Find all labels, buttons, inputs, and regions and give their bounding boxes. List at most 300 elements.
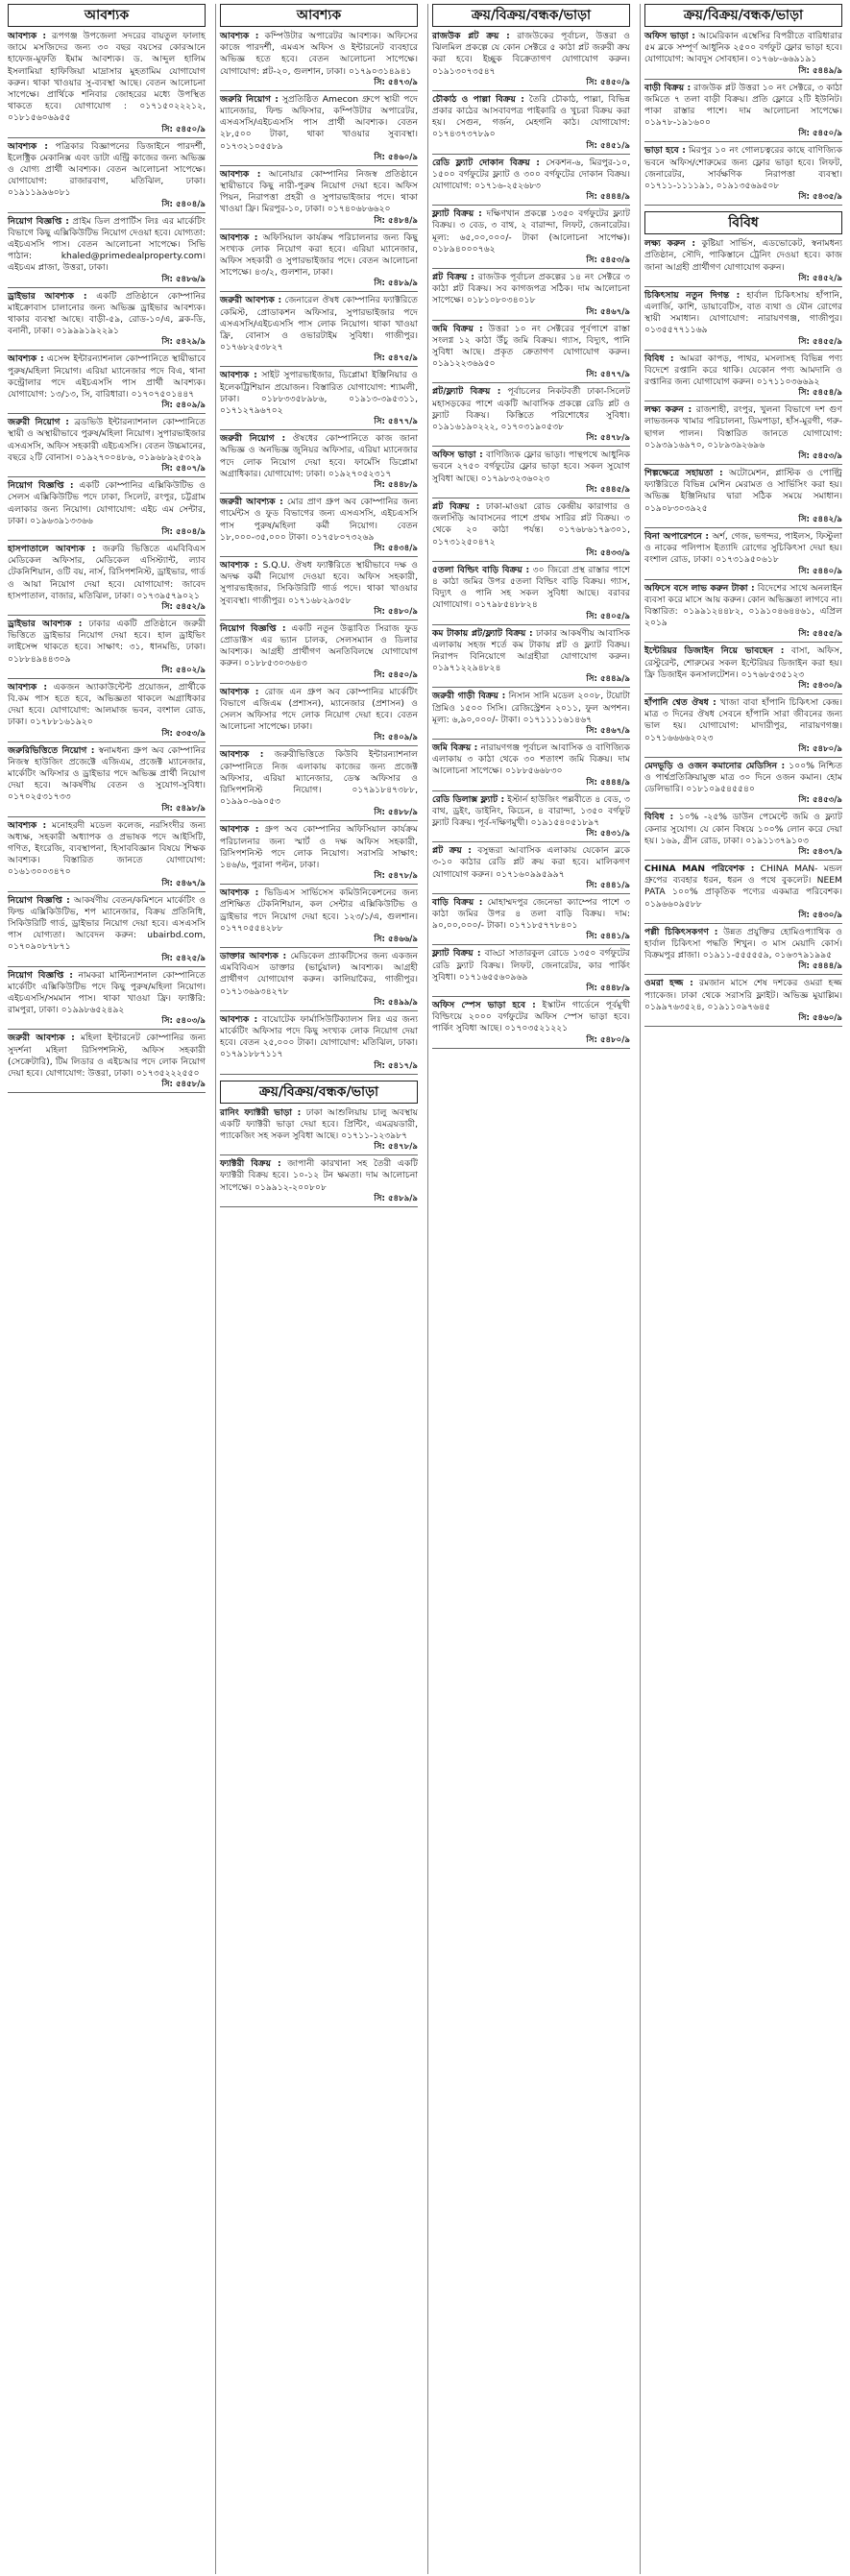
ad-title: বাড়ী বিক্রয় :: [644, 82, 692, 93]
ad-reference: সি: ৫৪৬৬/৯: [220, 935, 418, 948]
classified-ad: [644, 290, 842, 351]
ad-reference: সি: ৫৪৬০/৯: [220, 153, 418, 166]
ad-title: আবশ্যক :: [8, 31, 47, 41]
classified-ad: [432, 691, 630, 740]
ad-text: [432, 691, 630, 726]
ad-text: [8, 417, 206, 464]
classified-ad: [220, 951, 418, 1011]
ad-title: অফিস ভাড়া :: [644, 31, 695, 41]
ad-text: [644, 83, 842, 130]
ad-reference: সি: ৫৪৫০/৯: [432, 78, 630, 91]
ad-text: [8, 216, 206, 275]
ad-title: জমি বিক্রয় :: [432, 741, 478, 753]
ad-reference: সি: ৫৪৭৭/৯: [432, 370, 630, 383]
ad-title: জরুরী নিয়োগ :: [8, 417, 69, 428]
ad-body: রাজউক পূর্বাচল প্রকল্পের ১৪ নং সেক্টরে ৩ কাঠা প্লট বিক্রয়। সব কাগজপত্র সঠিক। দাম আলোচনা সাপেক্ষে। ০১৮১০৮০৩৪০১৮: [432, 272, 630, 306]
classified-ad: [8, 970, 206, 1031]
classified-ad: [644, 83, 842, 143]
ad-reference: সি: ৫৪২৫/৯: [8, 954, 206, 967]
ad-reference: সি: ৫৪০৫/৯: [432, 612, 630, 625]
ad-text: [644, 468, 842, 515]
ad-text: [220, 169, 418, 216]
ad-body: একটি নতুন উদ্ভাবিত সিরাজ ফুড প্রোডাক্টস এর ভ্যান চালক, সেলসম্যান ও ডিলার আবশ্যক। আগ্রহী প্রার্থীগণ অনতিবিলম্বে যোগাযোগ করুন। ০১৮৮৫৩০৩৬৪৩: [220, 622, 418, 669]
ad-body: বাসা, অফিস, রেস্টুরেন্ট, শোরুমের সকল ইন্টেরিয়র ডিজাইন করা হয়। ফ্রি ডিজাইন কনসালটেশন। ০১৭৬৮৫৩৫১২৩: [644, 645, 842, 680]
classified-ad: [432, 386, 630, 447]
ad-text: [220, 94, 418, 153]
ad-reference: সি: ৫৪০৪/৯: [8, 527, 206, 541]
ad-reference: সি: ৫৪৫০/৯: [644, 129, 842, 142]
ad-body: ঢাকা আশুলিয়ায় চালু অবস্থায় একটি ফ্যাক্টরী ভাড়া দেয়া হবে। প্রিন্টিং, এমব্রয়ডারী, প্যাকেজিং সহ সকল সুবিধা আছে। ০১৭১১-১২৩৯৮৭: [220, 1106, 418, 1142]
classified-ad: [644, 468, 842, 528]
ad-reference: সি: ৫৪৯৯/৯: [220, 998, 418, 1011]
classified-ad: [644, 645, 842, 694]
classified-ad: [644, 145, 842, 206]
classified-ad: [220, 370, 418, 430]
ad-reference: সি: ৫৪৫৪/৯: [644, 388, 842, 401]
section-heading: ক্রয়/বিক্রয়/বন্ধক/ভাড়া: [644, 4, 842, 27]
ad-reference: সি: ৫৪০৪/৯: [8, 200, 206, 213]
ad-title: লক্ষ্য করুন :: [644, 238, 696, 250]
classified-ad: [8, 216, 206, 288]
classified-ad: [432, 794, 630, 843]
ad-body: আনোয়ার কোম্পানির নিজস্ব প্রতিষ্ঠানে স্থায়ীভাবে কিছু নারী-পুরুষ নিয়োগ দেয়া হবে। অফিস পিয়ন, নিরাপত্তা প্রহরী ও সুপারভাইজার পদে। থাকা খাওয়া ফ্রি। মিরপুর-১০, ঢাকা। ০১৭৪০৬৮৬৬২০: [220, 168, 419, 215]
classified-ad: [432, 450, 630, 498]
classified-ad: [8, 544, 206, 616]
ad-body: নিসান সানি মডেল ২০০৮, টয়োটা প্রিমিও ১৫০০ সিসি। রেজিস্ট্রেশন ২০১১, ফুল অপশন। মূল্য: ৬,৯০,০০০/- টাকা। ০১৭১১১১৬১৪৬৭: [432, 691, 630, 725]
ad-body: রাজউকের পূর্বাচল, উত্তরা ও ঝিলমিল প্রকল্পে যে কোন সেক্টরে ৫ কাঠা প্লট জরুরী ক্রয় করা হবে। ইচ্ছুক বিক্রেতাগণ যোগাযোগ করুন। ০১৯১৩০৭৩৫৪৭: [432, 31, 630, 77]
section-heading: ক্রয়/বিক্রয়/বন্ধক/ভাড়া: [432, 4, 630, 27]
ad-title: ড্রাইভার আবশ্যক :: [8, 290, 87, 302]
classified-ad: [644, 978, 842, 1027]
ad-body: অফিসিয়াল কার্যক্রম পরিচালনার জন্য কিছু সংখ্যক লোক নিয়োগ করা হবে। এরিয়া ম্যানেজার, অফিস সহকারী ও সুপারভাইজার পদে। বেতন আলোচনা সাপেক্ষে। ৪৩/২, গুলশান, ঢাকা।: [220, 231, 418, 279]
ad-title: প্লট বিক্রয় :: [432, 272, 474, 283]
ad-body: প্রাইম ডিল প্রপার্টিস লিঃ এর মার্কেটিং বিভাগে কিছু এক্সিকিউটিভ নিয়োগ দেওয়া হবে। যোগ্যতা: এইচএসসি পাস। বেতন আলোচনা সাপেক্ষে। সিভি পাঠান: khaled@primedealproperty.com। এইচএম প্লাজা, উত্তরা, ঢাকা।: [8, 215, 206, 274]
classified-ad: [432, 845, 630, 894]
ad-reference: সি: ৫৪৫২/৯: [8, 602, 206, 616]
ad-text: [432, 794, 630, 830]
column-4: [640, 4, 846, 2574]
ad-title: আবশ্যক :: [220, 31, 259, 41]
classified-ad: [8, 682, 206, 742]
ad-title: জরুরী আবশ্যক :: [220, 295, 282, 306]
ad-title: আবশ্যক :: [220, 559, 258, 571]
ad-reference: সি: ৫৪৮৯/৯: [220, 1194, 418, 1207]
ad-reference: সি: ৫৪৫৮/৯: [8, 1080, 206, 1093]
ad-title: আবশ্যক :: [8, 819, 47, 831]
ad-reference: সি: ৫৪০৯/৯: [8, 401, 206, 414]
ad-text: [8, 895, 206, 954]
ad-title: আবশ্যক :: [220, 887, 259, 899]
ad-title: ডাক্তার আবশ্যক :: [220, 950, 287, 961]
ad-body: S.Q.U. ঔষধ ফ্যাক্টরিতে স্থায়ীভাবে দক্ষ ও অদক্ষ কর্মী নিয়োগ দেওয়া হবে। অফিস সহকারী, সুপারভাইজার, সিকিউরিটি গার্ড পদে। থাকা খাওয়ার সুব্যবস্থা। গাজীপুর। ০১৭১৬৮২৯৩৫৮: [220, 559, 419, 606]
ad-title: প্লট/ফ্ল্যাট বিক্রয় :: [432, 386, 501, 398]
ad-title: প্লট ক্রয় :: [432, 845, 472, 857]
section-heading: আবশ্যক: [8, 4, 206, 27]
ad-text: [220, 433, 418, 480]
classified-ad: [432, 742, 630, 791]
ad-reference: সি: ৫৪৩৪/৯: [220, 544, 418, 557]
ad-body: মেডিকেল প্র্যাকটিসের জন্য একজন এমবিবিএস ডাক্তার (ভার্চুয়াল) আবশ্যক। আগ্রহী প্রার্থীগণ যোগাযোগ করুন। কালিয়াকৈর, গাজীপুর। ০১৭১৩৬৯৩৪২৭৮: [220, 950, 419, 997]
ad-reference: সি: ৫৪৪১/৯: [432, 932, 630, 945]
classified-ad: [8, 417, 206, 477]
ad-title: রেডি ডিলাক্স ফ্ল্যাট :: [432, 793, 505, 805]
ad-reference: সি: ৫৪৫৩/৯: [644, 451, 842, 465]
ad-text: [220, 687, 418, 734]
ad-reference: সি: ৫৪৫২/৯: [644, 274, 842, 287]
ad-title: জরুরী আবশ্যক :: [220, 497, 283, 508]
ad-text: [644, 238, 842, 274]
ad-reference: সি: ৫৪৮৯/৯: [220, 279, 418, 292]
ad-title: ভাড়া হবে :: [644, 145, 686, 157]
ad-text: [644, 863, 842, 911]
ad-reference: সি: ৫৪৮০/৯: [432, 1035, 630, 1049]
classified-ad: [220, 1158, 418, 1207]
classified-ad: [220, 560, 418, 620]
ad-title: অফিস ভাড়া :: [432, 450, 483, 461]
ad-reference: সি: ৫৩৫৩/৯: [8, 729, 206, 742]
ad-title: আবশ্যক :: [220, 231, 258, 243]
ad-body: এসেন্স ইন্টারন্যাশনাল কোম্পানিতে স্থায়ীভাবে পুরুষ/মহিলা নিয়োগ। এরিয়া ম্যানেজার পদে বিএ, থানা কন্ট্রোলার পদে এইচএসসি পাস প্রার্থী আবশ্যক। যোগাযোগ: ১৩/১৩, সি, বারিধারা। ০১৭০৭৫০১৪৪৭: [8, 353, 206, 401]
ad-body: খাজা বাবা হাঁপানি চিকিৎসা কেন্দ্র। মাত্র ৩ দিনের ঔষধ সেবনে হাঁপানি সারা জীবনের জন্য ভাল হয়। যোগাযোগ: মাদারীপুর, নারায়ণগঞ্জ। ০১৭১৬৬৬৬২০২৩: [644, 696, 842, 743]
ad-title: জরুরী আবশ্যক :: [8, 1033, 75, 1044]
ad-body: রাজউক প্লট উত্তরা ১০ নং সেক্টরে, ৩ কাঠা জমিতে ৭ তলা বাড়ী বিক্রয়। প্রতি ফ্লোরে ২টি ইউনিট। পাকা রাস্তার পাশে। দাম আলোচনা সাপেক্ষে। ০১৯৭৮-১৯১৬০০: [644, 82, 842, 129]
ad-text: [432, 94, 630, 141]
ad-reference: সি: ৫৪২৯/৯: [8, 337, 206, 351]
classified-ad: [220, 1107, 418, 1156]
ad-reference: সি: ৫৪৪৮/৯: [432, 984, 630, 997]
ad-text: [8, 141, 206, 200]
ad-text: [644, 927, 842, 962]
classified-ad: [8, 141, 206, 213]
ad-text: [644, 290, 842, 337]
ad-text: [432, 742, 630, 778]
ad-body: রোজ এন গ্রুপ অব কোম্পানির মার্কেটিং বিভাগে এজিএম (প্রশাসন), ম্যানেজার (প্রশাসন) ও সেলস অফিসার পদে লোক নিয়োগ দেয়া হবে। বেতন আলোচনা সাপেক্ষে। ঢাকা।: [220, 686, 419, 733]
ad-title: আবশ্যক :: [220, 686, 259, 697]
section-heading: আবশ্যক: [220, 4, 418, 27]
classified-ad: [644, 761, 842, 810]
ad-title: চিকিৎসায় নতুন দিগন্ত :: [644, 289, 741, 301]
ad-text: [644, 145, 842, 192]
ad-body: সুপ্রতিষ্ঠিত Amecon গ্রুপে স্থায়ী পদে ম্যানেজার, ফিল্ড অফিসার, কম্পিউটার অপারেটর, এসএসসি/এইচএসসি পাস প্রার্থী আবশ্যক। বেতন ২৮,৫০০ টাকা, থাকা খাওয়ার সুব্যবস্থা। ০১৭৩২১০৫৫৮৯: [220, 93, 418, 152]
ad-text: [432, 897, 630, 933]
ad-text: [432, 272, 630, 307]
ad-text: [432, 158, 630, 193]
ad-title: ৫তলা বিল্ডিং বাড়ি বিক্রয় :: [432, 564, 530, 575]
ad-body: আকর্ষণীয় বেতন/কমিশনে মার্কেটিং ও ফিল্ড এক্সিকিউটিভ, শপ ম্যানেজার, বিক্রয় প্রতিনিধি, সিকিউরিটি গার্ড, ড্রাইভার নিয়োগ দেয়া হবে। এসএসসি পাস যোগ্যতা। আবেদন করুন: ubairbd.com, ০১৭০৯০৮৭৮৭১: [8, 894, 206, 953]
ad-reference: সি: ৫৪৭৮/৯: [220, 1142, 418, 1155]
ad-body: গ্রুপ অব কোম্পানির অফিসিয়াল কার্যক্রম পরিচালনার জন্য স্মার্ট ও দক্ষ অফিস সহকারী, রিসিপশনিস্ট পদে লোক নিয়োগ। সরাসরি সাক্ষাৎ: ১৪৬/৬, পুরানা পল্টন, ঢাকা।: [220, 824, 419, 870]
ad-title: মেদভূড়ি ও ওজন কমানোর মেডিসিন :: [644, 760, 786, 771]
ad-body: CHINA MAN- মন্ডল গ্রুপের ব্যবহার ধরন, ধরন ও পথে বুকলেট। NEEM PATA ১০০% প্রাকৃতিক পণ্যের একমাত্র পরিবেশক। ০১৯৬৬০৯৫৮৮: [644, 863, 843, 910]
ad-reference: সি: ৫৪৩০/৯: [644, 681, 842, 694]
ad-text: [220, 951, 418, 998]
ad-body: বাড্ডা সাতারকুল রোডে ১৩৫০ বর্গফুটের রেডি ফ্ল্যাট বিক্রয়। লিফট, জেনারেটর, কার পার্কিং সুবিধা। ০১৭১৬৫৫৬০৯৬৯: [432, 948, 630, 983]
classified-ad: [220, 623, 418, 684]
ad-title: CHINA MAN পরিবেশক :: [644, 863, 755, 874]
classified-ad: [432, 897, 630, 946]
classified-ad: [220, 749, 418, 821]
ad-text: [220, 887, 418, 935]
ad-title: হাঁপানি শ্বেত ঔষধ :: [644, 696, 716, 708]
ad-text: [432, 628, 630, 675]
ad-reference: সি: ৫৪৪৪/৯: [432, 778, 630, 791]
ad-reference: সি: ৫৪৫৩/৯: [644, 795, 842, 809]
ad-title: জরুরী নিয়োগ :: [220, 433, 286, 445]
classified-ad: [220, 497, 418, 557]
classified-ad: [8, 353, 206, 414]
ad-body: একটি প্রতিষ্ঠানে কোম্পানির মাইক্রোবাস চালানোর জন্য অভিজ্ঞ ড্রাইভার আবশ্যক। থাকার ব্যবস্থা আছে। বাড়ী-৫৯, রোড-১০/এ, ব্লক-ডি, বনানী, ঢাকা। ০১৯৯৯১৯২২৯১: [8, 290, 206, 337]
section-heading: ক্রয়/বিক্রয়/বন্ধক/ভাড়া: [220, 1081, 418, 1104]
ad-text: [8, 820, 206, 879]
classified-ad: [644, 697, 842, 758]
ad-title: অফিসে বসে লাভ করুন টাকা :: [644, 582, 755, 594]
ad-text: [644, 978, 842, 1013]
ad-reference: সি: ৫৪৫১/৯: [432, 141, 630, 155]
ad-title: আবশ্যক :: [8, 681, 47, 693]
ad-title: ড্রাইভার আবশ্যক :: [8, 618, 83, 629]
ad-text: [8, 353, 206, 401]
ad-reference: সি: ৫৪৫০/৯: [8, 125, 206, 138]
column-3: [427, 4, 634, 2574]
classified-ad: [644, 238, 842, 287]
ad-text: [432, 324, 630, 371]
ad-title: আবশ্যক :: [8, 353, 44, 365]
ad-reference: সি: ৫৪৫৫/৯: [644, 629, 842, 643]
classified-ad: [432, 208, 630, 269]
classified-ad: [644, 353, 842, 402]
classified-ad: [220, 169, 418, 230]
ad-body: ভিডিএস সার্ভিসেস কমিউনিকেশনের জন্য প্রশিক্ষিত টেকনিশিয়ান, কল সেন্টার এক্সিকিউটিভ ও ড্রাইভার পদে নিয়োগ দেয়া হবে। ১২৩/১/এ, গুলশান। ০১৭৭০৫৫৪২৮৮: [220, 887, 418, 934]
ad-title: নিয়োগ বিজ্ঞপ্তি :: [8, 969, 73, 981]
ad-text: [8, 1033, 206, 1080]
ad-text: [644, 404, 842, 451]
ad-title: আবশ্যক :: [220, 370, 257, 381]
ad-reference: সি: ৫৪১৭/৯: [220, 1061, 418, 1075]
ad-reference: সি: ৫৪৩০/৯: [644, 911, 842, 924]
classified-ad: [644, 583, 842, 644]
ad-body: স্বনামধন্য গ্রুপ অব কোম্পানির নিজস্ব হাউজিং প্রজেক্টে এজিএম, প্রজেক্ট ম্যানেজার, মার্কেটিং অফিসার ও ড্রাইভার পদে অভিজ্ঞ প্রার্থী নিয়োগ দেয়া হবে। আকর্ষণীয় বেতন ও সুযোগ-সুবিধা। ০১৭০২৫৩১৭৩৩: [8, 744, 206, 803]
ad-reference: সি: ৫৪৩৫/৯: [644, 192, 842, 206]
ad-text: [432, 386, 630, 433]
classified-ad: [432, 272, 630, 321]
ad-reference: সি: ৫৪৬৭/৯: [432, 307, 630, 321]
classified-ad: [220, 824, 418, 885]
ad-text: [8, 291, 206, 338]
ad-text: [8, 31, 206, 125]
ad-body: বিদেশের সাথে অনলাইন ব্যবসা করে মাসে আয় করুন। কোন অভিজ্ঞতা লাগবে না। বিস্তারিত: ০১৯৯১২৪৪৮২, ০১৯১০৪৬৪৪৬১, এপ্রিল ২০১৯: [644, 582, 843, 629]
ad-body: ইস্কাটন গার্ডেনে পূর্বমুখী বিল্ডিংয়ে ২০০০ বর্গফুটের অফিস স্পেস ভাড়া হবে। পার্কিং সুবিধা আছে। ০১৭০৩৫২১২২১: [432, 999, 630, 1034]
ad-body: ঢাকার আকর্ষণীয় আবাসিক এলাকায় সহজ শর্তে কম টাকায় প্লট ও ফ্ল্যাট বিক্রয়। নিরাপদ বিনিয়োগে আগ্রহীরা যোগাযোগ করুন। ০১৯৭১২২৯৪৮২৪: [432, 627, 630, 674]
ad-reference: সি: ৫৪৮৬/৯: [8, 275, 206, 288]
ad-text: [8, 745, 206, 804]
ad-body: একজন অ্যাকাউন্টেন্ট প্রয়োজন, প্রার্থীকে বি.কম পাস হতে হবে, অভিজ্ঞতা থাকলে অগ্রাধিকার দেয়া হবে। যোগাযোগ: আলমাজ ভবন, বংশাল রোড, ঢাকা। ০১৭৮৮১৬১৯২০: [8, 681, 206, 728]
classified-ad: [432, 1000, 630, 1049]
ad-body: জরুরি ভিত্তিতে এমবিবিএস মেডিকেল অফিসার, মেডিকেল এসিস্ট্যান্ট, ল্যাব টেকনিশিয়ান, ওটি বয়, নার্স, রিসিপশনিস্ট, ড্রাইভার, গার্ড ও আয়া নিয়োগ দেয়া হবে। যোগাযোগ: জাবেদ হাসপাতাল, বাজার, মতিঝিল, ঢাকা। ০১৭৩৯৫৭৯০২১: [8, 543, 206, 601]
ad-text: [644, 353, 842, 389]
ad-text: [432, 31, 630, 78]
ad-text: [220, 560, 418, 607]
ad-text: [220, 370, 418, 417]
ad-reference: সি: ৫৪৪৯/৯: [432, 674, 630, 688]
classified-ad: [8, 745, 206, 817]
ad-body: মোর প্রাণ গ্রুপ অব কোম্পানির জন্য গার্মেন্টস ও ফুড বিভাগের জন্য এসএসসি, এইচএসসি পাস পুরুষ/মহিলা কর্মী নিয়োগ। বেতন ১৮,০০০-৩৫,০০০ টাকা। ০১৭৫৮০৭৩২৬৯: [220, 497, 419, 543]
ad-reference: সি: ৫৪৯৮/৯: [8, 804, 206, 817]
ad-text: [220, 1158, 418, 1194]
classified-ad: [644, 927, 842, 976]
ad-body: মোহাম্মদপুর জেনেভা ক্যাম্পের পাশে ৩ কাঠা জমির উপর ৪ তলা বাড়ি বিক্রয়। দাম: ৯০,০০,০০০/- টাকা। ০১৭১৮৫৭৭৮৪০১: [432, 896, 631, 932]
ad-text: [644, 531, 842, 567]
ad-body: রাজশাহী, রংপুর, খুলনা বিভাগে দশ গুণ লাভজনক খামার পরিচালনা, ডিমপাড়া, হাঁস-মুরগী, গরু-ছাগল পালন। বিস্তারিত জানতে যোগাযোগ: ০১৯৩৯১৬৯৭০, ০১৮৯৩৯২৬৯৬: [644, 404, 842, 450]
classified-ad: [644, 812, 842, 861]
ad-body: নামকরা মাল্টিন্যাশনাল কোম্পানিতে মার্কেটিং এক্সিকিউটিভ পদে কিছু পুরুষ/মহিলা নিয়োগ। এইচএসসি/সমমান পাস। থাকা খাওয়া ফ্রি। ফ্যাক্টরি: রামপুরা, ঢাকা। ০১৯৯৮৬৫২৪৯২: [8, 969, 206, 1016]
ad-reference: সি: ৫৪৪৯/৯: [644, 66, 842, 80]
ad-title: বাড়ি বিক্রয় :: [432, 896, 483, 908]
ad-body: একটি কোম্পানির এক্সিকিউটিভ ও সেলস এক্সিকিউটিভ পদে ঢাকা, সিলেট, রংপুর, চট্টগ্রাম এলাকার জন্য নিয়োগ। যোগাযোগ: এইচ এম সেন্টার, ঢাকা। ০১৯৬৩৯১৩৩৬৬: [8, 480, 206, 526]
classified-ad: [432, 628, 630, 689]
section-heading: বিবিধ: [644, 211, 842, 234]
ad-title: হাসপাতালে আবশ্যক :: [8, 543, 96, 554]
ad-text: [8, 970, 206, 1017]
ad-title: কম টাকায় প্লট/ফ্ল্যাট বিক্রয় :: [432, 627, 533, 639]
ad-reference: সি: ৫৪০৩/৯: [8, 1016, 206, 1030]
ad-body: জরুরীভিত্তিতে কিউবি ইন্টারন্যাশনাল কোম্পানিতে নিজ এলাকায় কাজের জন্য প্রজেক্ট অফিসার, এরিয়া ম্যানেজার, ডেস্ক অফিসার ও রিসিপশনিস্ট নিয়োগ। ০১৭৯১৮৪৭৩৮৮, ০১৯৯০-৬৯০৫৩: [220, 749, 418, 808]
ad-reference: সি: ৫৪৫৩/৯: [432, 255, 630, 269]
ad-text: [644, 31, 842, 66]
ad-text: [644, 583, 842, 630]
ad-reference: সি: ৫৪৬০/৯: [644, 1013, 842, 1027]
ad-body: বাণিজ্যিক ফ্লোর ভাড়া। পান্থপথে আধুনিক ভবনে ২৭৫০ বর্গফুটের ফ্লোর ভাড়া হবে। সকল সুযোগ সুবিধা আছে। ০১৭৯৮৩২৩৬০২৩: [432, 450, 630, 484]
ad-body: ইস্টার্ন হাউজিং পল্লবীতে ৪ বেড, ৩ বাথ, ড্রইং, ডাইনিং, কিচেন, ৪ বারান্দা, ১৩৫০ বর্গফুট ফ্ল্যাট বিক্রয়। পূর্ব-দক্ষিণমুখী। ০১৯১৫৪০৫১৮৯৭: [432, 793, 630, 828]
ad-body: অটোমেশন, প্লাস্টিক ও পোল্ট্রি ফ্যাক্টরিতে বিভিন্ন মেশিন মেরামত ও সার্ভিসিং করা হয়। অভিজ্ঞ ইঞ্জিনিয়ার দ্বারা সঠিক সময়ে সমাধান। ০১৯০৮৩০৩৯২৫: [644, 468, 842, 514]
ad-title: ফ্ল্যাট বিক্রয় :: [432, 208, 482, 220]
ad-reference: সি: ৫৪৪৮/৯: [220, 480, 418, 494]
ad-body: জেনারেল ঔষধ কোম্পানির ফ্যাক্টরিতে কেমিস্ট, প্রোডাকশন অফিসার, সুপারভাইজার পদে এসএসসি/এইচএসসি পাস লোক নিয়োগ। থাকা খাওয়া ফ্রি, বোনাস ও ওভারটাইম সুবিধা। গাজীপুর। ০১৭৬৮২৫৩৮২৭: [220, 295, 418, 353]
ad-reference: সি: ৫৪৮৮/৯: [220, 808, 418, 821]
classified-ad: [644, 531, 842, 580]
classified-ad: [644, 863, 842, 924]
classified-ad: [8, 1033, 206, 1093]
ad-title: জরুরিভিত্তিতে নিয়োগ :: [8, 744, 95, 756]
ad-reference: সি: ৫৪৮০/৯: [644, 744, 842, 758]
ad-text: [220, 1107, 418, 1143]
ad-title: আবশ্যক :: [220, 1013, 258, 1025]
ad-title: ইন্টেরিয়র ডিজাইন নিয়ে ভাবছেন :: [644, 645, 785, 657]
ad-reference: সি: ৫৪৩১/৯: [432, 829, 630, 842]
ad-body: অর্শ, গেজ, ভগন্দর, পাইলস, ফিস্টুলা ও নাকের পলিপাস ইত্যাদি রোগের সুচিকিৎসা দেয়া হয়। বংশাল রোড, ঢাকা। ০১৭৩১৯৫০৬১৮: [644, 530, 843, 566]
ad-body: ঢাকা-মাওয়া রোড কেন্দ্রীয় কারাগার ও জলসিঁড়ি আবাসনের পাশে প্রথম সারির প্লট বিক্রয়। ৩ থেকে ২০ কাঠা পর্যন্ত। ০১৭৬৮৬১৭৯৩০১, ০১৭৩১২৫০৪৭২: [432, 500, 631, 547]
ad-text: [220, 232, 418, 279]
ad-body: নারায়ণগঞ্জ পূর্বাচল আবাসিক ও বাণিজ্যিক এলাকায় ৩ কাঠা থেকে ৩০ শতাংশ জমি বিক্রয়। দাম আলোচনা সাপেক্ষে। ০১৮৮৫৬৬৮৩০: [432, 741, 631, 777]
ad-title: রাজউক প্লট ক্রয় :: [432, 31, 510, 41]
ad-title: বিনা অপারেশনে :: [644, 530, 710, 542]
classified-ad: [8, 291, 206, 352]
ad-body: বায়োটেক ফার্মাসিউটিক্যালস লিঃ এর জন্য মার্কেটিং অফিসার পদে কিছু সংখ্যক লোক নিয়োগ দেয়া হবে। বেতন ২৫,০০০ টাকা। যোগাযোগ: মতিঝিল, ঢাকা। ০১৭৯১৮৮৭১১৭: [220, 1013, 419, 1060]
ad-text: [644, 697, 842, 744]
ad-text: [220, 497, 418, 544]
ad-reference: সি: ৫৪৭৩/৯: [220, 78, 418, 91]
classified-ad: [432, 948, 630, 997]
classified-ad: [220, 687, 418, 747]
ad-title: আবশ্যক :: [220, 824, 259, 836]
ad-title: আবশ্যক :: [220, 168, 261, 180]
ad-text: [220, 295, 418, 353]
ad-title: জরুরি নিয়োগ :: [220, 93, 279, 105]
ad-text: [432, 565, 630, 612]
ad-reference: সি: ৫৪৪৪/৯: [644, 961, 842, 975]
ad-title: ফ্যাক্টরী বিক্রয় :: [220, 1158, 281, 1170]
classified-ad: [8, 895, 206, 967]
ad-title: প্লট বিক্রয় :: [432, 500, 480, 512]
ad-body: সাইট সুপারভাইজার, ডিপ্লোমা ইঞ্জিনিয়ার ও ইলেকট্রিশিয়ান প্রয়োজন। বিস্তারিত যোগাযোগ: শ্যামলী, ঢাকা। ০১৮৮৩৩৫৮৯৮৬, ০১৯১৩-৩৯৫৩১১, ০১৭১২৭৯৬৭০২: [220, 370, 419, 417]
ad-reference: সি: ৫৪৪৫/৯: [432, 485, 630, 498]
ad-reference: সি: ৫৪০২/৯: [8, 666, 206, 679]
classified-ad: [432, 158, 630, 207]
ad-text: [220, 31, 418, 78]
column-1: [4, 4, 209, 2574]
classified-ad: [8, 480, 206, 541]
ad-title: লক্ষ্য করুন :: [644, 404, 692, 416]
ad-text: [432, 845, 630, 881]
ad-body: ঢাকার একটি প্রতিষ্ঠানে জরুরী ভিত্তিতে ড্রাইভার নিয়োগ দেয়া হবে। হাল ড্রাইভিং লাইসেন্স থাকতে হবে। সাক্ষাৎ: ৩১, ধানমন্ডি, ঢাকা। ০১৮৮৪৯৪৪৩০৯: [8, 618, 206, 665]
ad-text: [220, 824, 418, 871]
classified-ad: [8, 31, 206, 138]
ad-title: জরুরী গাড়ী বিক্রয় :: [432, 691, 506, 702]
ad-reference: সি: ৫৪৬৭/৯: [432, 726, 630, 740]
ad-title: চৌকাঠ ও পাল্লা বিক্রয় :: [432, 93, 524, 105]
ad-title: রেডি ফ্ল্যাট দোকান বিক্রয় :: [432, 157, 540, 168]
ad-title: নিয়োগ বিজ্ঞপ্তি :: [8, 480, 74, 492]
ad-body: ঔষধের কোম্পানিতে কাজ জানা অভিজ্ঞ ও অনভিজ্ঞ জুনিয়র অফিসার, এরিয়া ম্যানেজার পদে লোক নিয়োগ দেয়া হবে। ফার্মেসি ডিপ্লোমা অগ্রাধিকার। যোগাযোগ: ঢাকা। ০১৯২৭০৫২৩১৭: [220, 433, 419, 479]
classified-ad: [220, 232, 418, 293]
ad-body: ১০০% নিশ্চিত ও পার্শ্বপ্রতিক্রিয়ামুক্ত মাত্র ৩০ দিনে ওজন কমান। হোম ডেলিভারি। ০১৮১০৯৫৪৫৫৪০: [644, 760, 842, 795]
ad-reference: সি: ৫৪৪৪/৯: [432, 192, 630, 206]
ad-title: আবশ্যক :: [8, 140, 48, 152]
ad-reference: সি: ৫৪৬৭/৯: [8, 879, 206, 892]
classified-ad: [432, 94, 630, 155]
ad-reference: সি: ৫৪৮০/৯: [220, 607, 418, 620]
ad-reference: সি: ৫৪৩৩/৯: [432, 548, 630, 562]
ad-reference: সি: ৫৪৮৪/৯: [220, 216, 418, 230]
ad-reference: সি: ৫৪৭৮/৯: [432, 433, 630, 447]
ad-body: তৈরি চৌকাঠ, পাল্লা, বিভিন্ন প্রকার কাঠের আসবাবপত্র পাইকারি ও খুচরা বিক্রয় করা হয়। সেগুন, গর্জন, মেহগনি কাঠ। যোগাযোগ: ০১৭৪৩৭৩৭৮৯০: [432, 93, 630, 140]
ad-body: রমজান মাসে শেষ দশকের ওমরা হজ্জ প্যাকেজ। ঢাকা থেকে সরাসরি ফ্লাইট। অভিজ্ঞ মুয়াল্লিম। ০১৯৯৭৬৩৫২৪, ০১৯১১০৯৭৬৪৫: [644, 978, 843, 1012]
ad-title: বিবিধ :: [644, 352, 674, 364]
ad-title: শিল্পক্ষেত্রে সহায়তা :: [644, 468, 723, 479]
classified-ad: [220, 887, 418, 948]
classified-ad: [432, 31, 630, 91]
ad-text: [8, 619, 206, 666]
ad-reference: সি: ৫৪৪০/৯: [644, 567, 842, 580]
ad-body: উত্তরা ১০ নং সেক্টরের পূর্বপাশে রাস্তা সংলগ্ন ১২ কাঠা উঁচু জমি বিক্রয়। গ্যাস, বিদ্যুৎ, পানি সুবিধা আছে। প্রকৃত ক্রেতাগণ যোগাযোগ করুন। ০১৯১২২৩৬৯৫০: [432, 323, 631, 370]
classified-ad: [644, 31, 842, 80]
classified-ad: [432, 324, 630, 384]
ad-body: উন্নত প্রযুক্তির হোমিওপ্যাথিক ও হার্বাল চিকিৎসা পদ্ধতি শিখুন। ৩ মাস মেয়াদি কোর্স। বিক্রমপুর প্লাজা। ০১৯১১-৫৫৫৫৫৯, ০১৬৩৭৯১৯৯৫: [644, 926, 842, 961]
column-2: [215, 4, 422, 2574]
ad-text: [644, 761, 842, 796]
classified-ad: [220, 1014, 418, 1075]
classified-ad: [220, 94, 418, 166]
ad-reference: সি: ৫৪০৯/৯: [220, 733, 418, 746]
ad-title: অফিস স্পেস ভাড়া হবে :: [432, 999, 536, 1010]
ad-reference: সি: ৫৪৫৫/৯: [644, 337, 842, 351]
ad-title: ওমরা হজ্জ :: [644, 978, 693, 989]
ad-title: নিয়োগ বিজ্ঞপ্তি :: [8, 894, 70, 906]
ad-title: বিবিধ :: [644, 812, 674, 823]
ad-reference: সি: ৫৪৭৮/৯: [220, 871, 418, 885]
classified-ad: [220, 31, 418, 91]
ad-text: [8, 544, 206, 602]
ad-text: [432, 450, 630, 485]
